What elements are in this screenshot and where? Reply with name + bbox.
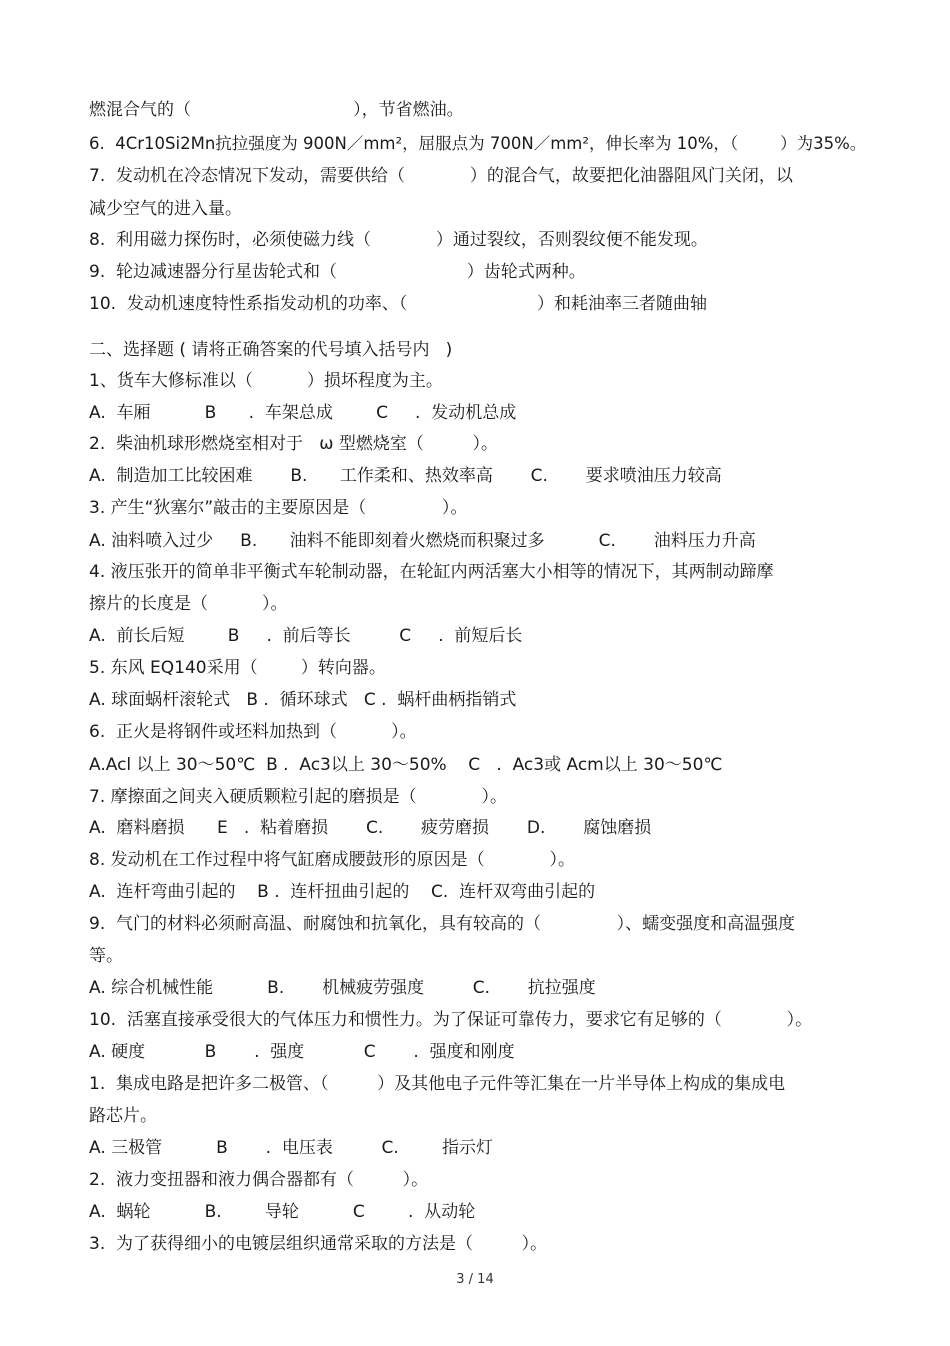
text-line: A. 连杆弯曲引起的 B . 连杆扭曲引起的 C. 连杆双弯曲引起的 (89, 882, 596, 902)
text-line: A. 硬度 B . 强度 C . 强度和刚度 (89, 1042, 515, 1062)
text-line: A. 球面蜗杆滚轮式 B . 循环球式 C . 蜗杆曲柄指销式 (89, 690, 517, 710)
text-line: 8. 利用磁力探伤时，必须使磁力线（ ）通过裂纹，否则裂纹便不能发现。 (89, 230, 708, 250)
text-line: 2. 液力变扭器和液力偶合器都有（ ）。 (89, 1170, 429, 1190)
text-line: 10. 活塞直接承受很大的气体压力和惯性力。为了保证可靠传力，要求它有足够的（ ）。 (89, 1010, 813, 1030)
text-line: 3. 为了获得细小的电镀层组织通常采取的方法是（ ）。 (89, 1234, 548, 1254)
text-line: 燃混合气的（ ），节省燃油。 (89, 100, 464, 120)
section-heading: 二、选择题 ( 请将正确答案的代号填入括号内 ) (89, 340, 453, 360)
text-line: 等。 (89, 946, 123, 966)
text-line: 3. 产生“狄塞尔”敲击的主要原因是（ ）。 (89, 498, 468, 518)
text-line: A. 前长后短 B . 前后等长 C . 前短后长 (89, 626, 523, 646)
text-line: 5. 东风 EQ140采用（ ）转向器。 (89, 658, 386, 678)
text-line: 擦片的长度是（ ）。 (89, 594, 288, 614)
text-line: 减少空气的进入量。 (89, 199, 242, 219)
text-line: A. 磨料磨损 E . 粘着磨损 C. 疲劳磨损 D. 腐蚀磨损 (89, 818, 652, 838)
text-line: 6. 正火是将钢件或坯料加热到（ ）。 (89, 722, 417, 742)
text-line: A. 油料喷入过少 B. 油料不能即刻着火燃烧而积聚过多 C. 油料压力升高 (89, 531, 756, 551)
text-line: 路芯片。 (89, 1106, 157, 1126)
text-line: 2. 柴油机球形燃烧室相对于 ω 型燃烧室（ ）。 (89, 434, 499, 454)
text-line: 7. 发动机在冷态情况下发动，需要供给（ ）的混合气，故要把化油器阻风门关闭，以 (89, 166, 793, 186)
text-line: 10. 发动机速度特性系指发动机的功率、（ ）和耗油率三者随曲轴 (89, 294, 708, 314)
text-line: 4. 液压张开的简单非平衡式车轮制动器，在轮缸内两活塞大小相等的情况下，其两制动蹄摩 (89, 562, 774, 582)
text-line: A. 三极管 B . 电压表 C. 指示灯 (89, 1138, 494, 1158)
text-line: 9. 气门的材料必须耐高温、耐腐蚀和抗氧化，具有较高的（ ）、蠕变强度和高温强度 (89, 914, 796, 934)
text-line: A. 制造加工比较困难 B. 工作柔和、热效率高 C. 要求喷油压力较高 (89, 466, 722, 486)
text-line: A.Acl 以上 30～50℃ B . Ac3以上 30～50% C . Ac3或 Acm以上 30～50℃ (89, 755, 723, 775)
text-line: 1、货车大修标准以（ ）损坏程度为主。 (89, 371, 443, 391)
text-line: 7. 摩擦面之间夹入硬质颗粒引起的磨损是（ ）。 (89, 787, 507, 807)
text-line: 8. 发动机在工作过程中将气缸磨成腰鼓形的原因是（ ）。 (89, 850, 575, 870)
text-line: A. 蜗轮 B. 导轮 C . 从动轮 (89, 1202, 476, 1222)
page-number: 3 / 14 (456, 1272, 494, 1287)
text-line: 9. 轮边减速器分行星齿轮式和（ ）齿轮式两种。 (89, 262, 586, 282)
text-line: A. 综合机械性能 B. 机械疲劳强度 C. 抗拉强度 (89, 978, 596, 998)
text-line: 1. 集成电路是把许多二极管、（ ）及其他电子元件等汇集在一片半导体上构成的集成电 (89, 1074, 786, 1094)
text-line: 6. 4Cr10Si2Mn抗拉强度为 900N／mm²，屈服点为 700N／mm²，伸长率为 10%，（ ）为35%。 (89, 134, 867, 153)
text-line: A. 车厢 B . 车架总成 C . 发动机总成 (89, 403, 517, 423)
